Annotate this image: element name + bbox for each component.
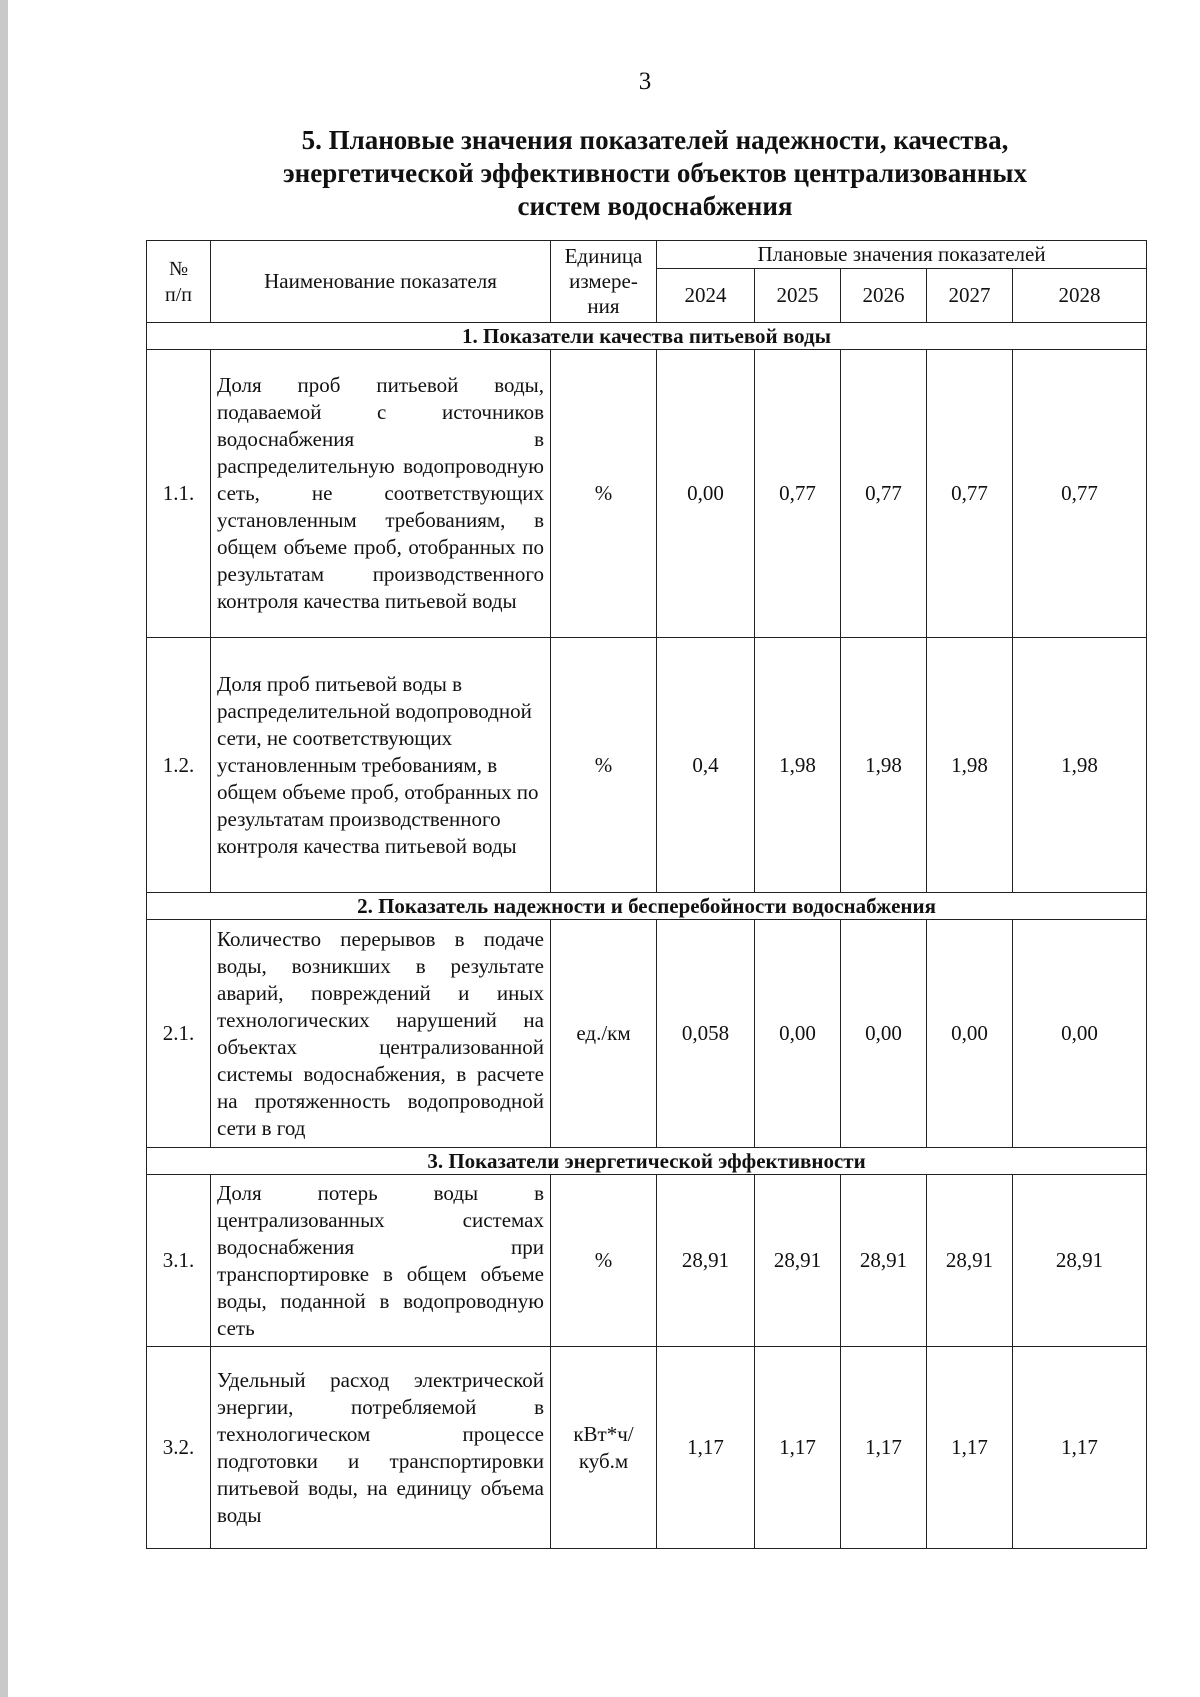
indicators-table (146, 240, 1147, 1549)
value-cell: 0,77 (755, 350, 841, 638)
indicator-name: Доля потерь воды в централизованных системах водоснабжения при транспортировке в общем объеме воды, поданной в водопроводную сеть (211, 1175, 551, 1347)
value-cell: 0,00 (755, 920, 841, 1148)
value-cell: 0,00 (927, 920, 1013, 1148)
indicator-name: Количество перерывов в подаче воды, возникших в результате аварий, повреждений и иных технологических нарушений на объектах централизованной системы водоснабжения, в расчете на протяженность водопроводной сети в год (211, 920, 551, 1148)
value-cell: 28,91 (657, 1175, 755, 1347)
title-line: систем водоснабжения (517, 191, 793, 221)
value-cell: 0,77 (1013, 350, 1147, 638)
value-cell: 0,058 (657, 920, 755, 1148)
value-cell: 0,4 (657, 638, 755, 893)
header-number-label: п/п (165, 283, 192, 306)
unit-cell: ед./км (551, 920, 657, 1148)
value-cell: 28,91 (841, 1175, 927, 1347)
header-unit: Единица измере-ния (551, 241, 657, 323)
header-year: 2026 (841, 269, 927, 323)
document-title (240, 124, 1070, 223)
header-year: 2027 (927, 269, 1013, 323)
value-cell: 1,98 (755, 638, 841, 893)
row-number: 1.2. (147, 638, 211, 893)
title-line: 5. Плановые значения показателей надежности, качества, (301, 125, 1009, 155)
value-cell: 28,91 (1013, 1175, 1147, 1347)
table-row (147, 1175, 1147, 1347)
section-row (147, 1148, 1147, 1175)
indicator-name: Доля проб питьевой воды, подаваемой с источников водоснабжения в распределительную водопроводную сеть, не соответствующих установленным требованиям, в общем объеме проб, отобранных по результатам производственного контроля качества питьевой воды (211, 350, 551, 638)
page-edge-shadow (0, 0, 8, 1697)
value-cell: 28,91 (927, 1175, 1013, 1347)
value-cell: 1,98 (927, 638, 1013, 893)
table-row (147, 638, 1147, 893)
value-cell: 1,17 (1013, 1347, 1147, 1549)
section-row (147, 323, 1147, 350)
unit-cell: % (551, 350, 657, 638)
value-cell: 0,77 (927, 350, 1013, 638)
header-number-sign: № (168, 257, 189, 280)
value-cell: 1,17 (657, 1347, 755, 1549)
header-indicator-name: Наименование показателя (211, 241, 551, 323)
table-row (147, 350, 1147, 638)
unit-cell: % (551, 638, 657, 893)
page-number: 3 (638, 68, 652, 95)
row-number: 1.1. (147, 350, 211, 638)
table-row (147, 1347, 1147, 1549)
value-cell: 0,77 (841, 350, 927, 638)
indicator-name: Доля проб питьевой воды в распределительной водопроводной сети, не соответствующих установленным требованиям, в общем объеме проб, отобранных по результатам производственного контроля качества питьевой воды (211, 638, 551, 893)
header-number (147, 241, 211, 323)
value-cell: 1,17 (841, 1347, 927, 1549)
value-cell: 1,98 (1013, 638, 1147, 893)
value-cell: 1,17 (755, 1347, 841, 1549)
header-year: 2024 (657, 269, 755, 323)
header-year: 2025 (755, 269, 841, 323)
value-cell: 0,00 (1013, 920, 1147, 1148)
header-planned-values: Плановые значения показателей (657, 241, 1147, 269)
value-cell: 28,91 (755, 1175, 841, 1347)
row-number: 2.1. (147, 920, 211, 1148)
section-title: 2. Показатель надежности и бесперебойности водоснабжения (147, 893, 1147, 920)
value-cell: 1,98 (841, 638, 927, 893)
section-title: 3. Показатели энергетической эффективности (147, 1148, 1147, 1175)
unit-cell: кВт*ч/ куб.м (551, 1347, 657, 1549)
row-number: 3.2. (147, 1347, 211, 1549)
table-row (147, 920, 1147, 1148)
indicator-name: Удельный расход электрической энергии, потребляемой в технологическом процессе подготовки и транспортировки питьевой воды, на единицу объема воды (211, 1347, 551, 1549)
section-row (147, 893, 1147, 920)
value-cell: 0,00 (657, 350, 755, 638)
row-number: 3.1. (147, 1175, 211, 1347)
value-cell: 0,00 (841, 920, 927, 1148)
section-title: 1. Показатели качества питьевой воды (147, 323, 1147, 350)
unit-cell: % (551, 1175, 657, 1347)
title-line: энергетической эффективности объектов централизованных (282, 158, 1027, 188)
value-cell: 1,17 (927, 1347, 1013, 1549)
header-year: 2028 (1013, 269, 1147, 323)
